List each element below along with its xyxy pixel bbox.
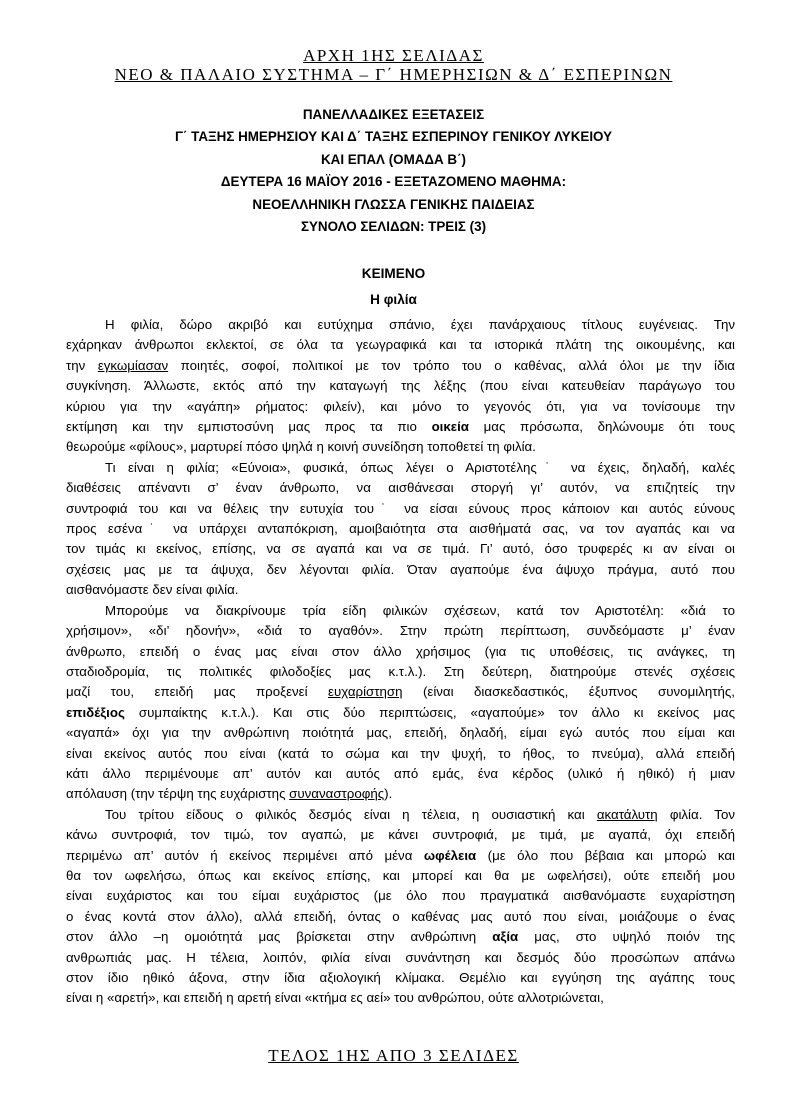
text-segment: συγκίνηση. Άλλωστε, εκτός από την καταγωγή της λέξης (που είναι κατευθείαν παράγωγο του <box>66 378 735 394</box>
text-segment: Μπορούμε να διακρίνουμε τρία είδη φιλικών σχέσεων, κατά τον Αριστοτέλη: «διά το <box>105 602 735 618</box>
text-segment: την <box>66 357 98 373</box>
text-line <box>66 662 735 682</box>
text-segment: (είναι διασκεδαστικός, έξυπνος συνομιλητής, <box>402 684 735 700</box>
text-line <box>66 825 735 845</box>
text-segment: Τι είναι η φιλία; «Εύνοια», φυσικά, όπως λέγει ο Αριστοτέλης˙ να έχεις, δηλαδή, καλές <box>105 459 735 475</box>
text-segment: θα τον ωφελήσω, όπως και εκείνος επίσης, και μπορεί και θα με ωφελήσει), ούτε επειδή μου <box>66 867 735 883</box>
text-segment: κάτι άλλο περιμένουμε απ’ αυτόν και αυτός από εμάς, ένα κέρδος (υλικό ή ηθικό) ή μιαν <box>66 765 735 781</box>
exam-heading-line: ΚΑΙ ΕΠΑΛ (ΟΜΑΔΑ Β΄) <box>320 151 466 167</box>
paragraph-4 <box>66 805 735 1009</box>
text-segment: «αγαπά» όχι για την ανθρώπινη ποιότητά μας, επειδή, δηλαδή, είμαι εγώ αυτός που είμαι και <box>66 725 735 741</box>
text-line <box>66 539 735 559</box>
text-segment: συμπαίκτης κ.τ.λ.). Και στις δύο περιπτώσεις, «αγαπούμε» τον άλλο κι εκείνος μας <box>124 704 735 720</box>
text-segment: Η φιλία, δώρο ακριβό και ευτύχημα σπάνιο, έχει πανάρχαιους τίτλους ευγένειας. Την <box>105 317 735 332</box>
text-line <box>66 437 735 457</box>
text-segment: διαθέσεις απέναντι σ’ έναν άνθρωπο, να αισθάνεσαι στοργή γι’ αυτόν, να επιζητείς την <box>66 480 735 496</box>
text-line <box>66 703 735 723</box>
text-line <box>66 397 735 417</box>
text-line <box>66 907 735 927</box>
text-segment: ανθρωπιάς μας. Η τέλεια, λοιπόν, φιλία είναι συνάντηση και δεσμός δύο προσώπων απάνω <box>66 949 735 965</box>
text-segment: είναι η «αρετή», και επειδή η αρετή είναι «κτήμα ες αεί» του ανθρώπου, ούτε αλλοτριώνεται, <box>66 990 604 1006</box>
text-segment: εκτίμηση και την εμπιστοσύνη μας προς τα πιο <box>66 419 432 435</box>
page-end-footer: ΤΕΛΟΣ 1ΗΣ ΑΠΟ 3 ΣΕΛΙΔΕΣ <box>268 1046 519 1065</box>
text-line <box>66 682 735 702</box>
emphasized-word: οικεία <box>431 419 469 435</box>
text-segment: συντροφιά του και να θέλεις την ευτυχία του˙ να είσαι εύνους προς κάποιον και αυτός εύνους <box>66 500 735 516</box>
text-segment: σταδιοδρομία, τις πολιτικές φιλοδοξίες μας κ.τ.λ.). Στη δεύτερη, διατηρούμε στενές σχέσεις <box>66 663 735 679</box>
text-segment: αισθανόμαστε δεν είναι φιλία. <box>66 582 239 598</box>
text-line <box>66 886 735 906</box>
text-line <box>66 784 735 804</box>
text-segment: (με όλο που βέβαια και μπορώ και <box>476 847 735 863</box>
text-line <box>66 519 735 539</box>
text-segment: άνθρωπο, επειδή ο ένας μας είναι στον άλλο χρήσιμος (για τις υποθέσεις, τις ανάγκες, τη <box>66 643 735 659</box>
text-line <box>66 948 735 968</box>
emphasized-word: ακατάλυτη <box>596 806 658 822</box>
text-line <box>66 417 735 437</box>
exam-heading-line: ΔΕΥΤΕΡΑ 16 ΜΑΪΟΥ 2016 - ΕΞΕΤΑΖΟΜΕΝΟ ΜΑΘΗΜΑ: <box>220 174 567 190</box>
text-line <box>66 621 735 641</box>
text-line <box>66 315 735 335</box>
text-line <box>66 601 735 621</box>
text-segment: στον ίδιο ηθικό άξονα, στην ίδια αξιολογική κλίμακα. Θεμέλιο και εγγύηση της αγάπης τους <box>66 970 735 985</box>
exam-heading-line: ΣΥΝΟΛΟ ΣΕΛΙΔΩΝ: ΤΡΕΙΣ (3) <box>300 219 487 235</box>
text-line <box>66 927 735 947</box>
text-segment: σχέσεις μας με τα άψυχα, δεν λέγονται φιλία. Όταν αγαπούμε ένα άψυχο πράγμα, αυτό που <box>66 561 735 577</box>
text-segment: χρήσιμον», «δι’ ηδονήν», «διά το αγαθόν». Στην πρώτη περίπτωση, συνδεόμαστε μ’ έναν <box>66 623 735 639</box>
text-segment: είναι εκείνος αυτός που είναι (κατά το σώμα και την ψυχή, το ήθος, το πνεύμα), αλλά επειδή <box>66 745 735 761</box>
text-line <box>66 560 735 580</box>
text-segment: είναι ευχάριστος και του είμαι ευχάριστος (με όλο που πραγματικά αισθανόμαστε ευχαρίστηση <box>66 888 735 904</box>
emphasized-word: εγκωμίασαν <box>97 357 169 373</box>
text-segment: ο ένας κοντά στον άλλο), αλλά επειδή, όντας ο καθένας μας αυτό που είναι, μοιάζουμε ο ένας <box>66 908 735 924</box>
text-line <box>66 335 735 355</box>
section-label: ΚΕΙΜΕΝΟ <box>361 266 426 281</box>
emphasized-word: συναναστροφής <box>289 786 385 802</box>
exam-heading <box>0 104 787 238</box>
text-line <box>66 356 735 376</box>
text-segment: κάνω συντροφιά, τον τιμώ, τον αγαπώ, με κάνει συντροφιά, με τιμά, με αγαπά, όχι επειδή <box>66 827 735 843</box>
text-line <box>66 968 735 988</box>
text-segment: μας, στο υψηλό ποιόν της <box>518 929 735 945</box>
paragraph-2 <box>66 458 735 601</box>
page-start-header: ΑΡΧΗ 1ΗΣ ΣΕΛΙΔΑΣ <box>303 46 484 65</box>
text-line <box>66 580 735 600</box>
emphasized-word: επιδέξιος <box>66 704 125 720</box>
text-line <box>66 642 735 662</box>
text-segment: Του τρίτου είδους ο φιλικός δεσμός είναι η τέλεια, η ουσιαστική και <box>105 806 597 822</box>
text-segment: εχάρηκαν άνθρωποι εκλεκτοί, σε όλα τα γεωγραφικά και τα ιστορικά πλάτη της οικουμένης, και <box>66 337 735 353</box>
text-line <box>66 988 735 1008</box>
text-segment: περιμένω απ’ αυτόν ή εκείνος περιμένει από μένα <box>66 847 424 863</box>
text-segment: μας πρόσωπα, δηλώνουμε ότι τους <box>468 419 735 435</box>
text-line <box>66 478 735 498</box>
text-line <box>66 499 735 519</box>
text-line <box>66 846 735 866</box>
system-header: ΝΕΟ & ΠΑΛΑΙΟ ΣΥΣΤΗΜΑ – Γ΄ ΗΜΕΡΗΣΙΩΝ & Δ΄ ΕΣΠΕΡΙΝΩΝ <box>114 65 673 84</box>
text-body <box>66 315 735 1009</box>
text-line <box>66 723 735 743</box>
text-line <box>66 744 735 764</box>
emphasized-word: αξία <box>492 929 519 945</box>
text-segment: κύριου για την «αγάπη» ρήματος: φιλείν), και μόνο το γεγονός ότι, για να τονίσουμε την <box>66 398 735 414</box>
text-segment: ποιητές, σοφοί, πολιτικοί με τον τρόπο του ο καθένας, αλλά όλοι με την ίδια <box>168 357 735 373</box>
text-line <box>66 866 735 886</box>
text-line <box>66 458 735 478</box>
text-segment: στον άλλο –η ομοιότητά μας βρίσκεται στην ανθρώπινη <box>66 929 493 945</box>
paragraph-3 <box>66 601 735 805</box>
emphasized-word: ευχαρίστηση <box>328 684 403 700</box>
emphasized-word: ωφέλεια <box>423 847 477 863</box>
text-segment: φιλία. Τον <box>657 806 735 822</box>
exam-heading-line: ΠΑΝΕΛΛΑΔΙΚΕΣ ΕΞΕΤΑΣΕΙΣ <box>302 107 485 122</box>
text-segment: θεωρούμε «φίλους», μαρτυρεί πόσο ψηλά η κοινή συνείδηση τοποθετεί τη φιλία. <box>66 439 536 455</box>
text-segment: προς εσένα˙ να υπάρχει ανταπόκριση, αμοιβαιότητα στα αισθήματά σας, να τον αγαπάς και να <box>66 521 735 537</box>
exam-heading-line: ΝΕΟΕΛΛΗΝΙΚΗ ΓΛΩΣΣΑ ΓΕΝΙΚΗΣ ΠΑΙΔΕΙΑΣ <box>252 196 535 212</box>
text-line <box>66 805 735 825</box>
text-title: Η φιλία <box>370 292 417 307</box>
text-line <box>66 764 735 784</box>
paragraph-1 <box>66 315 735 458</box>
text-segment: απόλαυση (την τέρψη της ευχάριστης <box>66 786 290 802</box>
text-segment: τον τιμάς κι εκείνος, επίσης, να σε αγαπά και να σε τιμά. Γι’ αυτό, όσο τρυφερές κι αν είναι οι <box>66 541 735 557</box>
exam-heading-line: Γ΄ ΤΑΞΗΣ ΗΜΕΡΗΣΙΟΥ ΚΑΙ Δ΄ ΤΑΞΗΣ ΕΣΠΕΡΙΝΟΥ ΓΕΝΙΚΟΥ ΛΥΚΕΙΟΥ <box>174 129 613 145</box>
text-segment: μαζί του, επειδή μας προξενεί <box>66 684 329 700</box>
text-line <box>66 376 735 396</box>
text-segment: ). <box>384 786 393 802</box>
